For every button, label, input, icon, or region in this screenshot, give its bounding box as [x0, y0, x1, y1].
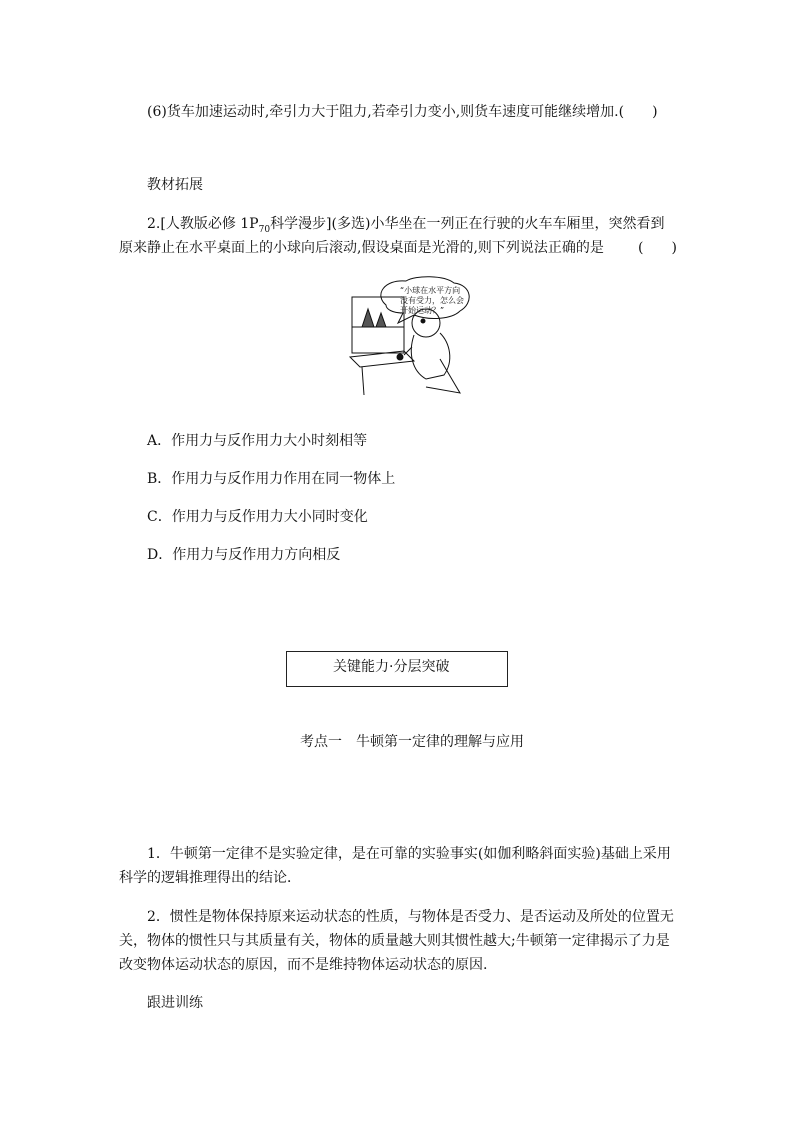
ball [397, 354, 403, 360]
boy-eye [421, 319, 425, 323]
option-d: D．作用力与反作用力方向相反 [147, 547, 341, 563]
bubble-text-line-1: “小球在水平方向 [400, 286, 461, 295]
option-c: C．作用力与反作用力大小同时变化 [147, 509, 368, 525]
option-a: A．作用力与反作用力大小时刻相等 [147, 433, 368, 449]
bubble-text-line-3: 开始运动？” [400, 306, 445, 315]
answer-bracket: ( ) [638, 240, 677, 256]
section-heading-followup: 跟进训练 [147, 995, 203, 1011]
question-2-line-1 [147, 213, 664, 235]
paragraph-2-line-3: 改变物体运动状态的原因，而不是维持物体运动状态的原因. [119, 957, 488, 973]
question-2-prefix: 2.[人教版必修 1P [147, 216, 259, 232]
chair-and-arms [404, 347, 460, 393]
table-leg [362, 367, 364, 395]
paragraph-1-line-2: 科学的逻辑推理得出的结论． [119, 870, 301, 886]
question-6-line: (6)货车加速运动时,牵引力大于阻力,若牵引力变小,则货车速度可能继续增加.( ) [147, 104, 658, 120]
paragraph-1-line-1: 1．牛顿第一定律不是实验定律，是在可靠的实验事实(如伽利略斜面实验)基础上采用 [147, 846, 671, 862]
kaodian-title: 考点一 牛顿第一定律的理解与应用 [300, 734, 524, 750]
bubble-text-line-2: 没有受力，怎么会 [400, 296, 464, 305]
question-2-page-subscript: 70 [258, 224, 271, 235]
question-2-line-2: 原来静止在水平桌面上的小球向后滚动,假设桌面是光滑的,则下列说法正确的是 [119, 240, 604, 256]
section-title-box [286, 651, 508, 687]
cartoon-illustration [348, 275, 478, 397]
boy-body [411, 333, 449, 379]
section-heading-textbook-extension: 教材拓展 [147, 177, 203, 193]
option-b: B．作用力与反作用力作用在同一物体上 [147, 471, 396, 487]
paragraph-2-line-2: 关，物体的惯性只与其质量有关，物体的质量越大则其惯性越大;牛顿第一定律揭示了力是 [119, 933, 670, 949]
trees-outside [362, 309, 386, 327]
paragraph-2-line-1: 2．惯性是物体保持原来运动状态的性质，与物体是否受力、是否运动及所处的位置无 [147, 909, 674, 925]
question-2-rest: 科学漫步](多选)小华坐在一列正在行驶的火车车厢里，突然看到 [270, 216, 665, 232]
section-title: 关键能力·分层突破 [333, 659, 450, 675]
